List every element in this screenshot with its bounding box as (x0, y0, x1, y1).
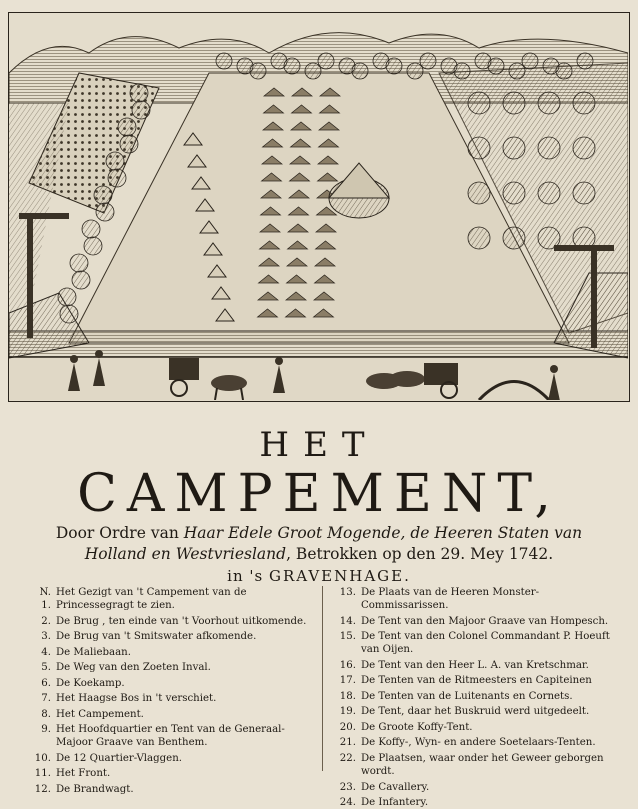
legend-entry (28, 661, 314, 674)
legend-text: De Infantery. (361, 797, 429, 809)
legend-column-left (28, 586, 323, 795)
title-block (0, 425, 638, 587)
legend (28, 586, 618, 809)
legend-entry (333, 752, 618, 778)
title-campement: CAMPEMENT, (77, 464, 561, 524)
legend-entry (28, 630, 314, 643)
legend-number: 5. (41, 662, 51, 674)
legend-column-right (323, 586, 618, 809)
legend-number: 20. (339, 721, 356, 733)
legend-text: De Weg van den Zoeten Inval. (56, 662, 211, 674)
legend-number: 14. (339, 615, 356, 627)
legend-number: 2. (41, 615, 51, 627)
legend-entry (333, 586, 618, 612)
legend-text: De Tenten van de Ritmeesters en Capiteinen (361, 675, 592, 687)
legend-number: N. 1. (39, 587, 51, 612)
legend-number: 8. (41, 708, 51, 720)
legend-text: De Tent van den Colonel Commandant P. Hoeuft van Oijen. (361, 631, 610, 656)
legend-entry (28, 692, 314, 705)
legend-text: De Tent van den Majoor Graave van Hompesch. (361, 615, 609, 627)
legend-text: Het Gezigt van 't Campement van de Princessegragt te zien. (56, 587, 247, 612)
legend-text: Het Campement. (56, 708, 144, 720)
legend-entry (28, 677, 314, 690)
legend-entry (333, 721, 618, 734)
legend-number: 12. (34, 783, 51, 795)
legend-number: 17. (339, 675, 356, 687)
legend-number: 6. (41, 677, 51, 689)
legend-entry (28, 767, 314, 780)
legend-text: De Plaats van de Heeren Monster-Commissarissen. (361, 587, 540, 612)
legend-entry (28, 646, 314, 659)
legend-entry (333, 796, 618, 809)
legend-entry (333, 690, 618, 703)
legend-text: Het Front. (56, 768, 111, 780)
legend-entry (28, 615, 314, 628)
legend-number: 15. (339, 631, 356, 643)
legend-text: De Brug , ten einde van 't Voorhout uitkomende. (56, 615, 307, 627)
legend-entry (333, 781, 618, 794)
legend-text: De Koekamp. (56, 677, 125, 689)
legend-text: De Tenten van de Luitenants en Cornets. (361, 690, 573, 702)
legend-text: De Tent van den Heer L. A. van Kretschmar. (361, 659, 589, 671)
legend-number: 24. (339, 797, 356, 809)
legend-number: 23. (339, 781, 356, 793)
legend-number: 10. (34, 752, 51, 764)
legend-number: 3. (41, 631, 51, 643)
legend-text: Het Haagse Bos in 't verschiet. (56, 693, 217, 705)
legend-text: De Groote Koffy-Tent. (361, 721, 473, 733)
legend-number: 18. (339, 690, 356, 702)
legend-number: 11. (34, 768, 51, 780)
legend-number: 21. (339, 737, 356, 749)
legend-entry (28, 586, 314, 612)
place-line: in 's GRAVENHAGE. (227, 567, 411, 585)
legend-entry (333, 659, 618, 672)
legend-number: 19. (339, 706, 356, 718)
camp-engraving (8, 12, 630, 402)
legend-number: 9. (41, 724, 51, 736)
legend-entry (28, 708, 314, 721)
legend-entry (28, 752, 314, 765)
legend-entry (333, 736, 618, 749)
legend-number: 4. (41, 646, 51, 658)
legend-text: De Brug van 't Smitswater afkomende. (56, 631, 257, 643)
legend-entry (28, 783, 314, 796)
legend-entry (333, 615, 618, 628)
legend-text: Het Hoofdquartier en Tent van de Generaal-Majoor Graave van Benthem. (56, 724, 285, 749)
legend-number: 13. (339, 587, 356, 598)
legend-text: De Brandwagt. (56, 783, 134, 795)
legend-number: 22. (339, 752, 356, 764)
legend-text: De Tent, daar het Buskruid werd uitgedeelt. (361, 706, 590, 718)
legend-entry (333, 630, 618, 656)
legend-text: De Maliebaan. (56, 646, 131, 658)
legend-entry (333, 705, 618, 718)
legend-text: De Cavallery. (361, 781, 430, 793)
legend-entry (333, 674, 618, 687)
subtitle-line-1: Door Ordre van Haar Edele Groot Mogende, de Heeren Staten van (55, 524, 583, 542)
legend-text: De 12 Quartier-Vlaggen. (56, 752, 183, 764)
legend-text: De Koffy-, Wyn- en andere Soetelaars-Tenten. (361, 737, 596, 749)
subtitle-line-2: Holland en Westvriesland, Betrokken op den 29. Mey 1742. (84, 545, 554, 563)
legend-text: De Plaatsen, waar onder het Geweer geborgen wordt. (361, 752, 604, 778)
title-het: HET (259, 425, 379, 465)
legend-number: 7. (41, 693, 51, 705)
legend-entry (28, 723, 314, 749)
legend-number: 16. (339, 659, 356, 671)
